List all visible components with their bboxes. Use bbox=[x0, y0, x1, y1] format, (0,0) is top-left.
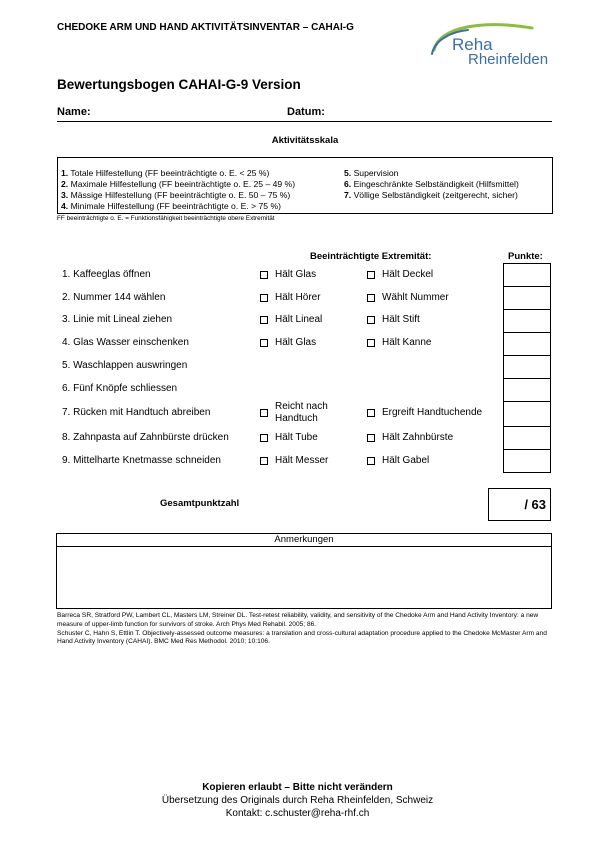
task-2-option-1[interactable]: Hält Hörer bbox=[260, 292, 321, 303]
logo-line2: Rheinfelden bbox=[468, 51, 549, 68]
impaired-extremity-header: Beeinträchtigte Extremität: bbox=[310, 251, 432, 262]
checkbox[interactable] bbox=[367, 409, 375, 417]
points-box-task-8[interactable] bbox=[503, 426, 551, 450]
task-1-option-1[interactable]: Hält Glas bbox=[260, 269, 316, 280]
checkbox[interactable] bbox=[260, 457, 268, 465]
references bbox=[57, 612, 552, 647]
task-8-option-2[interactable]: Hält Zahnbürste bbox=[367, 432, 453, 443]
scale-item-2: 2. Maximale Hilfestellung (FF beeinträchtigte o. E. 25 – 49 %) bbox=[61, 179, 296, 189]
task-7-label: 7. Rücken mit Handtuch abreiben bbox=[62, 407, 211, 418]
name-label: Name: bbox=[57, 106, 91, 118]
points-box-task-7[interactable] bbox=[503, 401, 551, 427]
task-3-option-2[interactable]: Hält Stift bbox=[367, 314, 420, 325]
task-2-option-2[interactable]: Wählt Nummer bbox=[367, 292, 449, 303]
task-1-label: 1. Kaffeeglas öffnen bbox=[62, 269, 151, 280]
points-box-task-2[interactable] bbox=[503, 286, 551, 310]
checkbox[interactable] bbox=[260, 409, 268, 417]
task-2-label: 2. Nummer 144 wählen bbox=[62, 292, 166, 303]
total-score-label: Gesamtpunktzahl bbox=[160, 498, 240, 509]
task-3-label: 3. Linie mit Lineal ziehen bbox=[62, 314, 173, 325]
scale-item-7: 7. Völlige Selbständigkeit (zeitgerecht, sicher) bbox=[344, 190, 518, 200]
activity-scale-title: Aktivitätsskala bbox=[271, 135, 339, 146]
checkbox[interactable] bbox=[260, 434, 268, 442]
ff-abbreviation-note: FF beeinträchtigte o. E. = Funktionsfähigkeit beeinträchtigte obere Extremität bbox=[57, 215, 275, 222]
points-box-task-5[interactable] bbox=[503, 355, 551, 379]
task-8-option-1[interactable]: Hält Tube bbox=[260, 432, 318, 443]
checkbox[interactable] bbox=[367, 457, 375, 465]
remarks-box[interactable] bbox=[56, 533, 552, 609]
task-4-label: 4. Glas Wasser einschenken bbox=[62, 337, 189, 348]
logo-line1: Reha bbox=[452, 35, 493, 54]
task-7-option-1[interactable]: Reicht nach Handtuch bbox=[260, 401, 347, 425]
footer bbox=[0, 781, 595, 820]
task-8-label: 8. Zahnpasta auf Zahnbürste drücken bbox=[62, 432, 229, 443]
remarks-title: Anmerkungen bbox=[57, 534, 551, 547]
task-4-option-2[interactable]: Hält Kanne bbox=[367, 337, 431, 348]
scale-item-3: 3. Mässige Hilfestellung (FF beeinträchtigte o. E. 50 – 75 %) bbox=[61, 190, 291, 200]
checkbox[interactable] bbox=[260, 271, 268, 279]
checkbox[interactable] bbox=[367, 316, 375, 324]
reha-rheinfelden-logo bbox=[424, 18, 554, 70]
task-6-label: 6. Fünf Knöpfe schliessen bbox=[62, 383, 178, 394]
footer-contact: Kontakt: c.schuster@reha-rhf.ch bbox=[225, 808, 370, 819]
footer-copy-note: Kopieren erlaubt – Bitte nicht verändern bbox=[202, 782, 393, 793]
scale-item-5: 5. Supervision bbox=[344, 168, 399, 178]
task-9-option-1[interactable]: Hält Messer bbox=[260, 455, 328, 466]
checkbox[interactable] bbox=[367, 294, 375, 302]
reference-1: Barreca SR, Stratford PW, Lambert CL, Masters LM, Streiner DL. Test-retest reliability, validity, and sensitivity of the Chedoke Arm and Hand Activity Inventory: a new measure of upper-limb function for survivors of stroke. Arch Phys Med Rehabil. 2005; 86. bbox=[57, 612, 539, 628]
points-box-task-4[interactable] bbox=[503, 332, 551, 356]
checkbox[interactable] bbox=[260, 339, 268, 347]
scale-item-1: 1. Totale Hilfestellung (FF beeinträchtigte o. E. < 25 %) bbox=[61, 168, 270, 178]
task-9-label: 9. Mittelharte Knetmasse schneiden bbox=[62, 455, 221, 466]
reference-2: Schuster C, Hahn S, Ettlin T. Objectively-assessed outcome measures: a translation and cross-cultural adaptation procedure applied to the Chedoke McMaster Arm and Hand Activity Inventory (CAHAI). BMC Med Res Methodol. 2010; 10:106. bbox=[57, 629, 547, 646]
task-9-option-2[interactable]: Hält Gabel bbox=[367, 455, 429, 466]
name-underline bbox=[57, 121, 552, 122]
task-1-option-2[interactable]: Hält Deckel bbox=[367, 269, 433, 280]
points-box-task-9[interactable] bbox=[503, 449, 551, 473]
checkbox[interactable] bbox=[260, 294, 268, 302]
checkbox[interactable] bbox=[367, 271, 375, 279]
footer-translation-note: Übersetzung des Originals durch Reha Rheinfelden, Schweiz bbox=[161, 795, 434, 806]
points-box-task-6[interactable] bbox=[503, 378, 551, 402]
total-score-max: / 63 bbox=[524, 497, 546, 512]
task-4-option-1[interactable]: Hält Glas bbox=[260, 337, 316, 348]
date-label: Datum: bbox=[287, 106, 325, 118]
document-title: Bewertungsbogen CAHAI-G-9 Version bbox=[57, 77, 301, 92]
activity-scale-box bbox=[57, 135, 553, 214]
task-5-label: 5. Waschlappen auswringen bbox=[62, 360, 188, 371]
header-title: CHEDOKE ARM UND HAND AKTIVITÄTSINVENTAR – CAHAI-G bbox=[57, 22, 354, 33]
scale-item-6: 6. Eingeschränkte Selbständigkeit (Hilfsmittel) bbox=[344, 179, 519, 189]
task-7-option-2[interactable]: Ergreift Handtuchende bbox=[367, 407, 482, 418]
checkbox[interactable] bbox=[367, 434, 375, 442]
points-box-task-3[interactable] bbox=[503, 309, 551, 333]
task-3-option-1[interactable]: Hält Lineal bbox=[260, 314, 322, 325]
checkbox[interactable] bbox=[260, 316, 268, 324]
total-score-box[interactable] bbox=[488, 488, 551, 521]
scale-item-4: 4. Minimale Hilfestellung (FF beeinträchtigte o. E. > 75 %) bbox=[61, 201, 281, 211]
checkbox[interactable] bbox=[367, 339, 375, 347]
points-header: Punkte: bbox=[508, 251, 543, 262]
points-box-task-1[interactable] bbox=[503, 263, 551, 287]
